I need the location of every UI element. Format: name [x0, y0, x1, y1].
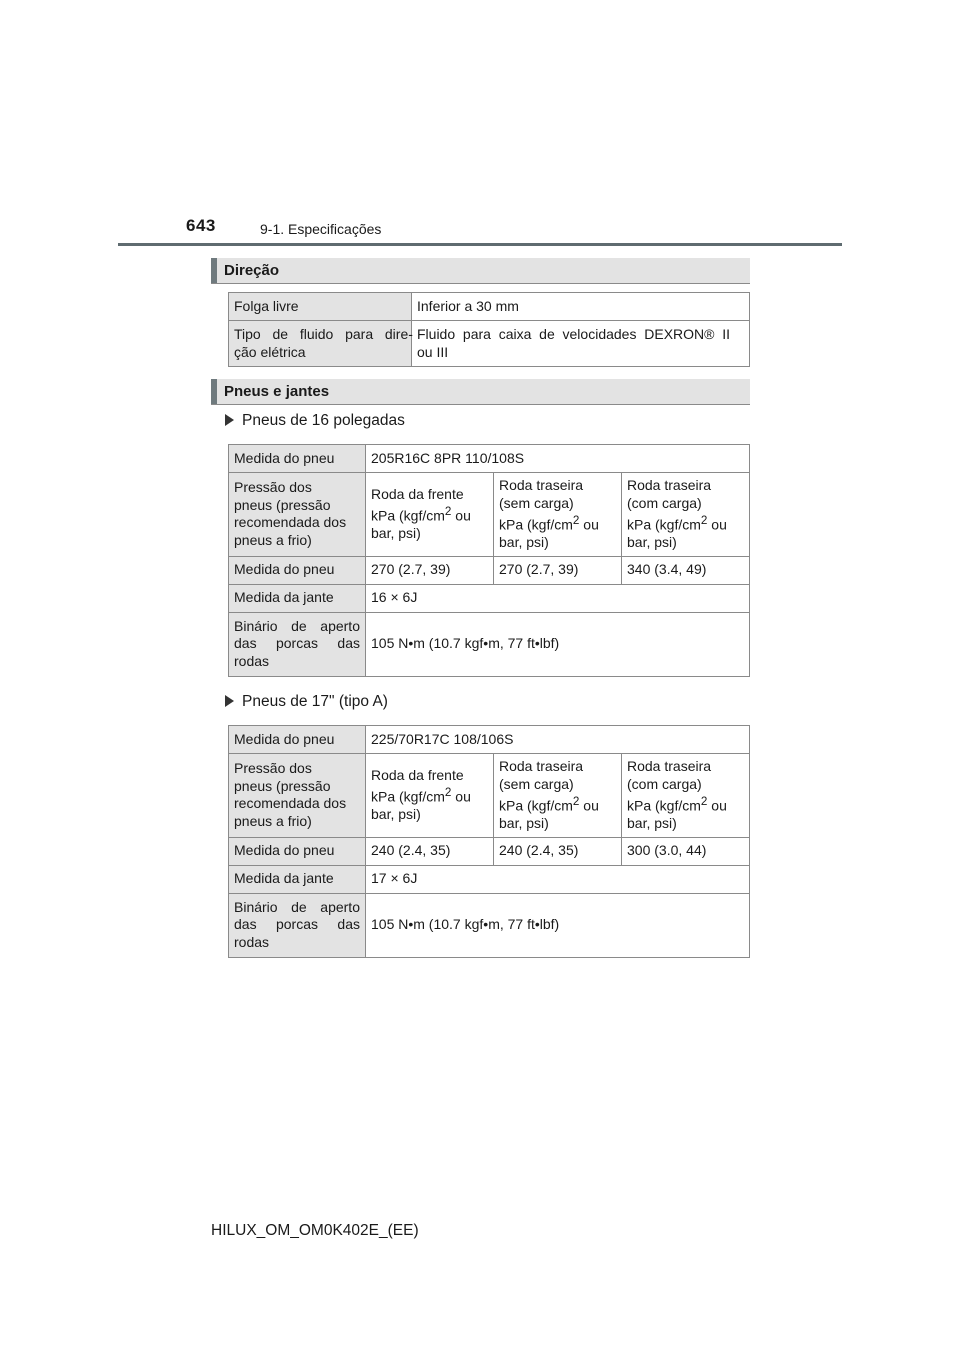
section-header-direcao: [211, 258, 750, 284]
header-line: ou: [707, 797, 727, 814]
pressure-label-line: recomendada dos: [234, 795, 347, 812]
bullet-arrow-icon: [225, 414, 234, 426]
header-divider: [118, 243, 842, 246]
torque-label-line: das porcas das: [234, 916, 360, 933]
tire-size-value: 225/70R17C 108/106S: [366, 726, 750, 754]
subsection-17-inch: [225, 693, 388, 711]
table-row: [229, 321, 750, 367]
fluid-type-value-line1: Fluido para caixa de velocidades DEXRON® II: [417, 326, 731, 342]
table-row: [229, 293, 750, 321]
front-pressure-value: 270 (2.7, 39): [366, 556, 494, 584]
section-title: Direção: [224, 262, 280, 279]
table-row: [229, 473, 750, 557]
table-row: [229, 893, 750, 957]
header-line: (com carga): [627, 494, 702, 511]
pressure-label-line: Pressão dos: [234, 760, 312, 777]
superscript: 2: [700, 795, 708, 808]
tire-size-value: 205R16C 8PR 110/108S: [366, 445, 750, 473]
header-line: ou: [451, 507, 471, 524]
subsection-title: Pneus de 17" (tipo A): [242, 693, 388, 710]
table-row: [229, 754, 750, 838]
header-line: ou: [707, 516, 727, 533]
tire-size-label: Medida do pneu: [229, 726, 366, 754]
steering-table: [228, 292, 750, 367]
header-line: ou: [451, 788, 471, 805]
header-line: bar, psi): [499, 534, 549, 551]
fluid-type-value-line2: ou III: [417, 343, 449, 360]
rear-loaded-header: [622, 754, 750, 838]
header-line: Roda da frente: [371, 766, 464, 783]
table-row: [229, 612, 750, 676]
torque-label-line: Binário de aperto: [234, 617, 360, 634]
rim-size-label: Medida da jante: [229, 865, 366, 893]
header-line: (sem carga): [499, 775, 574, 792]
subsection-title: Pneus de 16 polegadas: [242, 412, 405, 429]
pressure-label-line: recomendada dos: [234, 514, 347, 531]
rear-loaded-pressure-value: 300 (3.0, 44): [622, 837, 750, 865]
header-line: kPa (kgf/cm: [627, 797, 701, 814]
table-row: [229, 556, 750, 584]
superscript: 2: [572, 514, 580, 527]
chapter-title: 9-1. Especificações: [260, 221, 382, 237]
pressure-label: [229, 473, 366, 557]
subsection-16-inch: [225, 412, 405, 430]
table-row: [229, 865, 750, 893]
header-line: Roda traseira: [627, 758, 712, 774]
pressure-label: [229, 754, 366, 838]
rim-size-value: 16 × 6J: [366, 584, 750, 612]
pressure-label-line: pneus a frio): [234, 531, 312, 548]
rear-empty-pressure-value: 240 (2.4, 35): [494, 837, 622, 865]
header-line: kPa (kgf/cm: [627, 516, 701, 533]
header-line: bar, psi): [627, 815, 677, 832]
header-line: bar, psi): [371, 806, 421, 823]
header-line: bar, psi): [627, 534, 677, 551]
rear-loaded-header: [622, 473, 750, 557]
rear-empty-header: [494, 473, 622, 557]
table-row: [229, 837, 750, 865]
free-play-value: Inferior a 30 mm: [412, 293, 750, 321]
fluid-type-label-line1: Tipo de fluido para dire-: [234, 326, 413, 342]
header-line: ou: [579, 797, 599, 814]
torque-label-line: das porcas das: [234, 635, 360, 652]
header-line: ou: [579, 516, 599, 533]
pressure-label-line: pneus (pressão: [234, 777, 331, 794]
front-pressure-value: 240 (2.4, 35): [366, 837, 494, 865]
header-line: Roda traseira: [499, 758, 584, 774]
header-line: Roda da frente: [371, 485, 464, 502]
superscript: 2: [444, 786, 452, 800]
tire-table-16: [228, 444, 750, 677]
tire-size-label: Medida do pneu: [229, 445, 366, 473]
header-line: kPa (kgf/cm: [499, 516, 573, 533]
rim-size-label: Medida da jante: [229, 584, 366, 612]
torque-label-line: rodas: [234, 652, 270, 669]
header-line: bar, psi): [499, 815, 549, 832]
table-row: [229, 726, 750, 754]
header-line: kPa (kgf/cm: [371, 507, 445, 524]
section-title: Pneus e jantes: [224, 383, 330, 400]
torque-value: 105 N•m (10.7 kgf•m, 77 ft•lbf): [366, 612, 750, 676]
superscript: 2: [572, 795, 580, 808]
pressure-label-line: Pressão dos: [234, 479, 312, 496]
header-line: kPa (kgf/cm: [499, 797, 573, 814]
front-wheel-header: [366, 754, 494, 838]
table-row: [229, 445, 750, 473]
pressure-row-label: Medida do pneu: [229, 556, 366, 584]
pressure-row-label: Medida do pneu: [229, 837, 366, 865]
torque-label: [229, 612, 366, 676]
section-accent: [211, 379, 217, 404]
front-wheel-header: [366, 473, 494, 557]
rear-empty-pressure-value: 270 (2.7, 39): [494, 556, 622, 584]
header-line: (sem carga): [499, 494, 574, 511]
torque-label-line: rodas: [234, 933, 270, 950]
section-accent: [211, 258, 217, 283]
rear-empty-header: [494, 754, 622, 838]
header-line: kPa (kgf/cm: [371, 788, 445, 805]
header-line: (com carga): [627, 775, 702, 792]
document-code: HILUX_OM_OM0K402E_(EE): [211, 1222, 419, 1239]
rear-loaded-pressure-value: 340 (3.4, 49): [622, 556, 750, 584]
torque-label-line: Binário de aperto: [234, 898, 360, 915]
header-line: Roda traseira: [499, 477, 584, 493]
fluid-type-value: [412, 321, 750, 367]
torque-label: [229, 893, 366, 957]
header-line: bar, psi): [371, 525, 421, 542]
page-number: 643: [186, 216, 216, 235]
section-header-pneus: [211, 379, 750, 405]
rim-size-value: 17 × 6J: [366, 865, 750, 893]
bullet-arrow-icon: [225, 695, 234, 707]
torque-value: 105 N•m (10.7 kgf•m, 77 ft•lbf): [366, 893, 750, 957]
header-line: Roda traseira: [627, 477, 712, 493]
pressure-label-line: pneus a frio): [234, 812, 312, 829]
free-play-label: Folga livre: [229, 293, 412, 321]
superscript: 2: [700, 514, 708, 527]
fluid-type-label: [229, 321, 412, 367]
tire-table-17: [228, 725, 750, 958]
table-row: [229, 584, 750, 612]
fluid-type-label-line2: ção elétrica: [234, 343, 306, 360]
pressure-label-line: pneus (pressão: [234, 496, 331, 513]
superscript: 2: [444, 505, 452, 519]
